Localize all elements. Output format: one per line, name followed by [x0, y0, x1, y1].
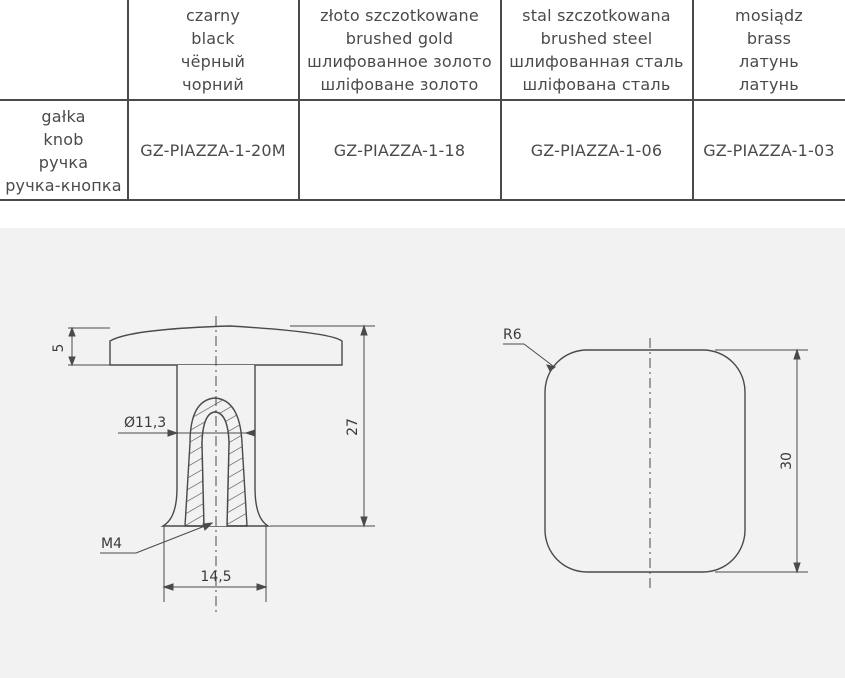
dimension-label-radius: R6 — [503, 327, 522, 343]
dimension-label-total-height: 27 — [345, 418, 361, 436]
row-label: gałka — [41, 106, 86, 126]
table-divider — [0, 99, 845, 101]
product-code-brushed-gold — [299, 101, 500, 200]
header-cell-brass — [693, 0, 845, 99]
header-label: шліфоване золото — [320, 74, 479, 94]
drawing-canvas — [0, 228, 845, 678]
dimension-label-thread: M4 — [101, 536, 122, 552]
header-label: латунь — [739, 51, 799, 71]
table-divider — [0, 199, 845, 201]
row-label: knob — [43, 129, 84, 149]
header-label: czarny — [185, 5, 241, 25]
dimension-label-cap-height: 5 — [51, 343, 67, 353]
specification-table — [0, 0, 845, 201]
dimension-label-base-width: 14,5 — [200, 569, 232, 585]
header-label: black — [191, 28, 235, 48]
knob-cap-outline — [110, 326, 342, 365]
header-cell-brushed-steel — [501, 0, 692, 99]
technical-drawing — [0, 228, 845, 678]
header-label: латунь — [739, 74, 799, 94]
product-code: GZ-PIAZZA-1-20M — [140, 141, 286, 160]
product-code: GZ-PIAZZA-1-03 — [703, 141, 835, 160]
product-code-brushed-steel — [501, 101, 692, 200]
header-label: чорний — [182, 74, 244, 94]
header-label: brushed steel — [540, 28, 653, 48]
header-label: brass — [746, 28, 792, 48]
row-label: ручка — [38, 152, 89, 172]
header-label: stal szczotkowana — [522, 5, 671, 25]
product-code-brass — [693, 101, 845, 200]
dimension-cap-height — [68, 328, 110, 365]
header-label: чёрный — [180, 51, 246, 71]
product-code: GZ-PIAZZA-1-06 — [530, 141, 663, 160]
table-divider — [127, 0, 129, 201]
header-label: złoto szczotkowane — [320, 5, 479, 25]
dimension-label-top-size: 30 — [779, 452, 795, 470]
header-label: шліфована сталь — [522, 74, 671, 94]
dimension-base-width — [164, 526, 266, 602]
knob-top-view-outline — [545, 350, 745, 572]
header-label: шлифованное золото — [307, 51, 492, 71]
radius-leader — [503, 344, 555, 371]
table-divider — [500, 0, 502, 201]
product-code-black — [128, 101, 298, 200]
insert-bore — [202, 412, 229, 526]
header-cell-brushed-gold — [299, 0, 500, 99]
table-divider — [692, 0, 694, 201]
row-label: ручка-кнопка — [5, 175, 122, 195]
table-divider — [298, 0, 300, 201]
header-label: mosiądz — [735, 5, 803, 25]
row-label-knob — [0, 101, 127, 200]
dimension-label-hole-diameter: Ø11,3 — [124, 415, 167, 431]
product-code: GZ-PIAZZA-1-18 — [333, 141, 466, 160]
header-label: brushed gold — [345, 28, 454, 48]
header-cell-black — [128, 0, 298, 99]
header-label: шлифованная сталь — [509, 51, 684, 71]
